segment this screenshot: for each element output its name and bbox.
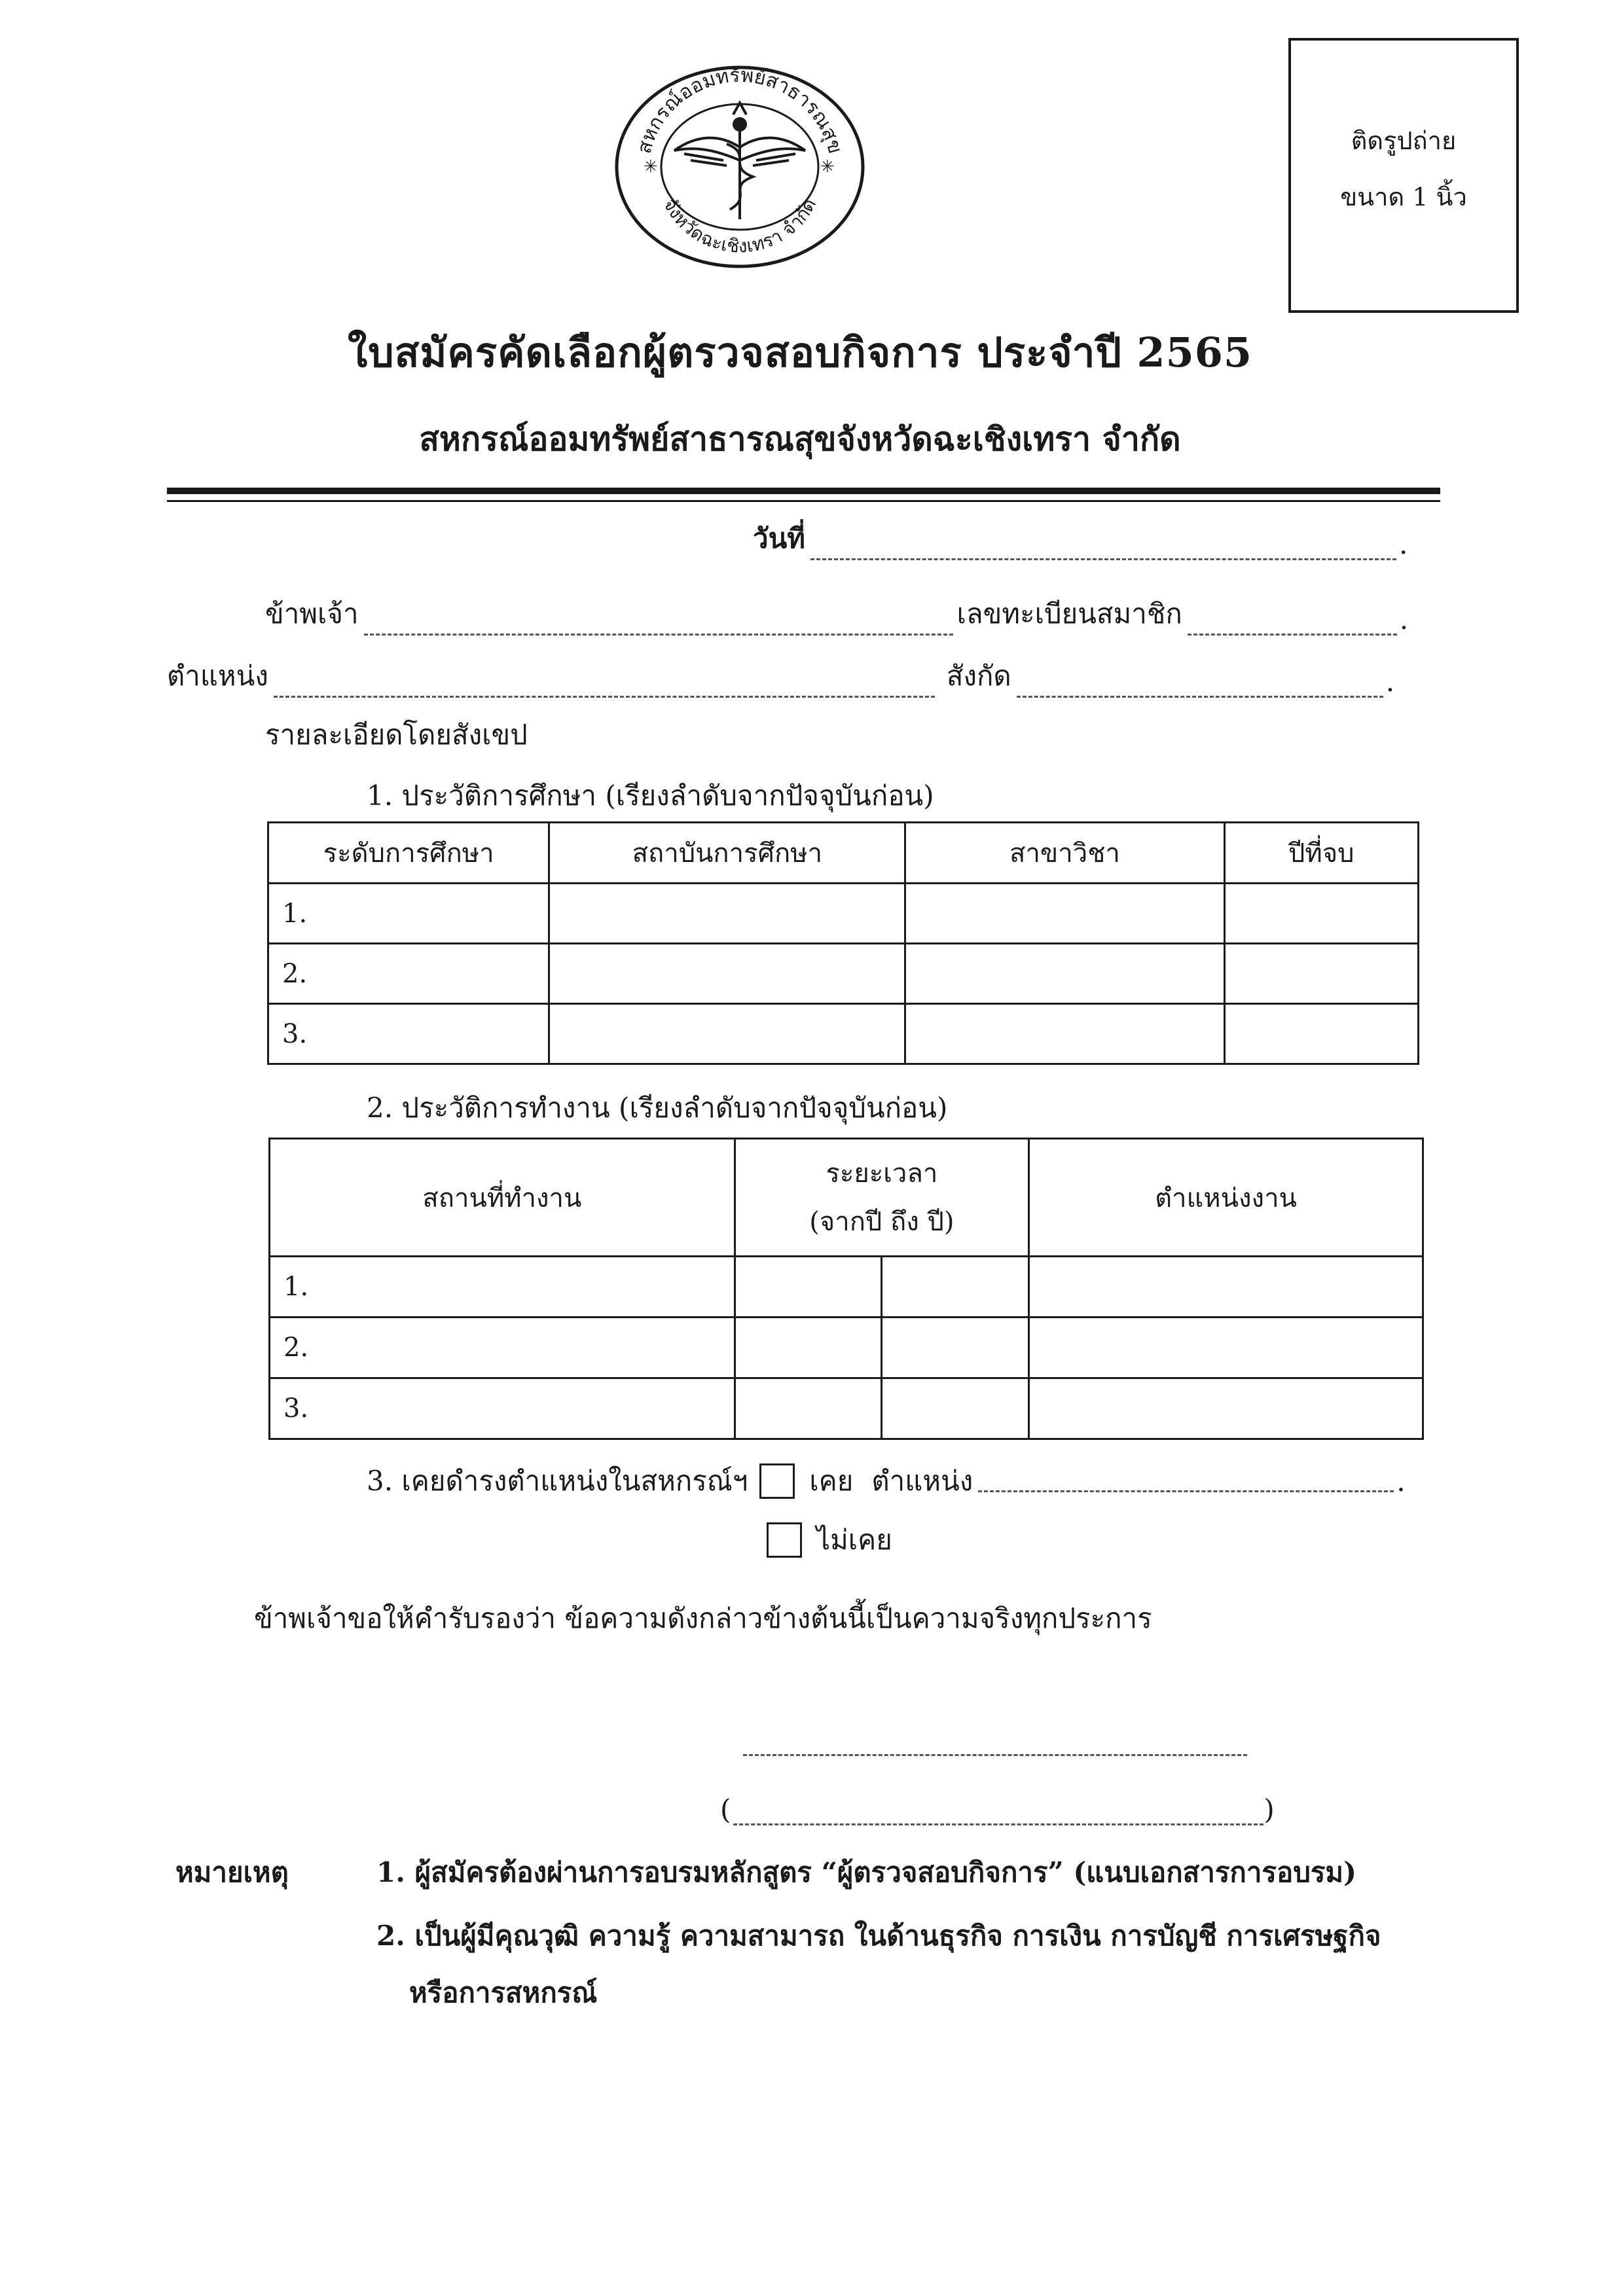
date-field[interactable] [810,550,1396,560]
affiliation-field[interactable] [1017,688,1383,698]
header-divider-thin [167,500,1440,502]
end-dot: . [1396,1465,1406,1498]
table-row [268,1004,1419,1064]
major-cell[interactable] [905,884,1224,944]
table-row [268,944,1419,1004]
year-cell[interactable] [1224,884,1419,944]
header-divider-thick [167,488,1440,494]
member-no-field[interactable] [1188,626,1397,636]
checkbox-yes[interactable] [759,1463,795,1499]
work-heading: 2. ประวัติการทำงาน (เรียงลำดับจากปัจจุบันก่อน) [367,1092,948,1124]
education-col-institution: สถาบันการศึกษา [549,823,905,884]
from-year-cell[interactable] [735,1318,882,1378]
major-cell[interactable] [905,944,1224,1004]
work-table [268,1138,1424,1440]
row-number[interactable]: 3. [268,1004,549,1064]
coop-position-field[interactable] [978,1471,1394,1492]
star-icon: ✳ [644,157,658,177]
photo-box-line1: ติดรูปถ่าย [1351,126,1457,155]
row-number[interactable]: 3. [270,1378,735,1439]
institution-cell[interactable] [549,884,905,944]
name-label: ข้าพเจ้า [265,598,359,630]
details-label: รายละเอียดโดยสังเขป [265,719,528,751]
education-table [267,821,1419,1065]
coop-position-row [367,1460,1406,1503]
row-number[interactable]: 1. [270,1257,735,1318]
from-year-cell[interactable] [735,1257,882,1318]
checkbox-no[interactable] [767,1522,802,1558]
job-position-cell[interactable] [1028,1378,1423,1439]
star-icon: ✳ [820,157,835,177]
open-paren: ( [720,1793,731,1825]
end-dot: . [1399,603,1409,636]
row-number[interactable]: 2. [268,944,549,1004]
major-cell[interactable] [905,1004,1224,1064]
education-heading: 1. ประวัติการศึกษา (เรียงลำดับจากปัจจุบันก่อน) [367,780,934,812]
work-col-period [735,1139,1028,1257]
work-col-period-line2: (จากปี ถึง ปี) [809,1206,955,1237]
page-subtitle: สหกรณ์ออมทรัพย์สาธารณสุขจังหวัดฉะเชิงเทรา จำกัด [419,420,1181,458]
date-label: วันที่ [753,522,805,554]
table-row [270,1318,1423,1378]
work-col-place: สถานที่ทำงาน [270,1139,735,1257]
seal-text-top: สหกรณ์ออมทรัพย์สาธารณสุข [632,63,847,156]
page-title: ใบสมัครคัดเลือกผู้ตรวจสอบกิจการ ประจำปี 2565 [348,329,1252,376]
work-col-position: ตำแหน่งงาน [1028,1139,1423,1257]
certify-statement: ข้าพเจ้าขอให้คำรับรองว่า ข้อความดังกล่าวข้างต้นนี้เป็นความจริงทุกประการ [254,1602,1152,1634]
education-col-year: ปีที่จบ [1224,823,1419,884]
education-col-major: สาขาวิชา [905,823,1224,884]
institution-cell[interactable] [549,944,905,1004]
coop-position-question: 3. เคยดำรงตำแหน่งในสหกรณ์ฯ [367,1465,748,1497]
table-row [270,1257,1423,1318]
row-number[interactable]: 2. [270,1318,735,1378]
member-no-label: เลขทะเบียนสมาชิก [956,598,1182,630]
institution-cell[interactable] [549,1004,905,1064]
position-label: ตำแหน่ง [167,660,268,692]
table-row [270,1378,1423,1439]
work-col-period-line1: ระยะเวลา [826,1158,938,1189]
coop-no-row [755,1518,892,1562]
year-cell[interactable] [1224,1004,1419,1064]
from-year-cell[interactable] [735,1378,882,1439]
job-position-cell[interactable] [1028,1257,1423,1318]
row-number[interactable]: 1. [268,884,549,944]
education-col-level: ระดับการศึกษา [268,823,549,884]
table-row [268,884,1419,944]
name-field[interactable] [364,626,953,636]
close-paren: ) [1264,1793,1275,1825]
photo-placeholder-box[interactable] [1288,38,1519,313]
notes-label: หมายเหตุ [175,1856,289,1888]
coop-position-label: ตำแหน่ง [871,1465,973,1497]
option-yes-label: เคย [809,1465,854,1497]
to-year-cell[interactable] [882,1257,1029,1318]
seal-text-bottom: จังหวัดฉะเชิงเทรา จำกัด [659,194,821,257]
affiliation-label: สังกัด [946,660,1011,692]
name-row [265,592,1408,636]
position-field[interactable] [274,688,935,698]
position-row [167,655,1394,698]
end-dot: . [1385,666,1395,698]
to-year-cell[interactable] [882,1318,1029,1378]
photo-box-line2: ขนาด 1 นิ้ว [1340,183,1467,211]
date-row [753,517,1408,560]
signature-name-row [720,1793,1275,1825]
note-item-2-line1: 2. เป็นผู้มีคุณวุฒิ ความรู้ ความสามารถ ในด้านธุรกิจ การเงิน การบัญชี การเศรษฐกิจ [376,1920,1381,1952]
signature-line[interactable] [743,1754,1247,1756]
signature-name-field[interactable] [733,1816,1264,1825]
year-cell[interactable] [1224,944,1419,1004]
end-dot: . [1398,528,1408,560]
to-year-cell[interactable] [882,1378,1029,1439]
option-no-label: ไม่เคย [816,1524,892,1556]
cooperative-seal [612,62,867,272]
note-item-1: 1. ผู้สมัครต้องผ่านการอบรมหลักสูตร “ผู้ตรวจสอบกิจการ” (แนบเอกสารการอบรม) [376,1856,1356,1888]
note-item-2-line2: หรือการสหกรณ์ [409,1977,598,2009]
job-position-cell[interactable] [1028,1318,1423,1378]
